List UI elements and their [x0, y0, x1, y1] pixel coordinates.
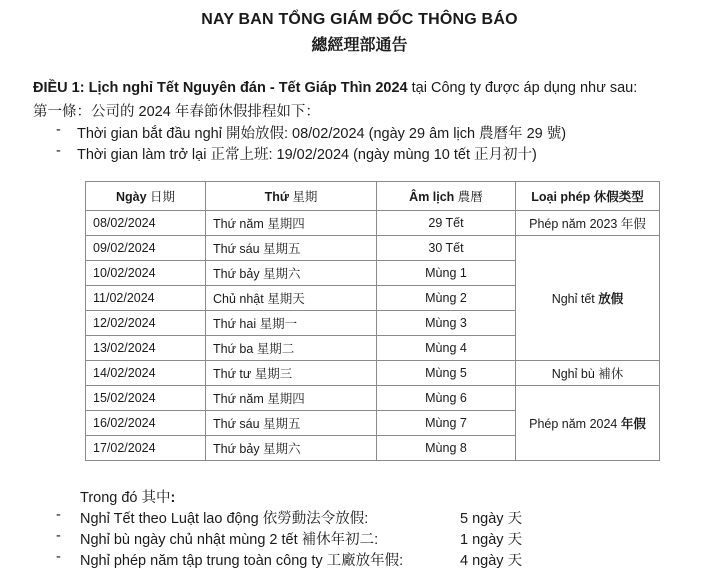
- cell-lunar: 30 Tết: [377, 236, 516, 261]
- cell-lunar: Mùng 8: [377, 436, 516, 461]
- cell-date: 12/02/2024: [86, 311, 206, 336]
- bullet-text: Thời gian bắt đầu nghỉ 開始放假: 08/02/2024 (ngày 29 âm lịch 農曆年 29 號): [77, 126, 567, 142]
- cell-date: 15/02/2024: [86, 386, 206, 411]
- notice-title-vi: NAY BAN TỔNG GIÁM ĐỐC THÔNG BÁO: [201, 11, 518, 28]
- cell-date: 11/02/2024: [86, 286, 206, 311]
- summary-label: Trong đó 其中:: [80, 490, 176, 506]
- cell-lunar: Mùng 7: [377, 411, 516, 436]
- article-heading: [33, 80, 637, 96]
- summary-item-text: Nghỉ Tết theo Luật lao động 依勞動法令放假:: [80, 511, 369, 527]
- cell-lunar: Mùng 2: [377, 286, 516, 311]
- header-leave-type: Loại phép 休假类型: [516, 182, 660, 211]
- summary-dash: -: [56, 528, 61, 544]
- cell-weekday: Thứ năm 星期四: [206, 386, 377, 411]
- header-weekday: Thứ 星期: [206, 182, 377, 211]
- summary-item-text: Nghỉ bù ngày chủ nhật mùng 2 tết 補休年初二:: [80, 532, 379, 548]
- summary-dash: -: [56, 507, 61, 523]
- cell-lunar: Mùng 4: [377, 336, 516, 361]
- cell-date: 14/02/2024: [86, 361, 206, 386]
- cell-date: 13/02/2024: [86, 336, 206, 361]
- table-row: [86, 386, 660, 411]
- header-date: Ngày 日期: [86, 182, 206, 211]
- cell-weekday: Chủ nhật 星期天: [206, 286, 377, 311]
- cell-date: 09/02/2024: [86, 236, 206, 261]
- cell-date: 10/02/2024: [86, 261, 206, 286]
- header-lunar: Âm lịch 農曆: [377, 182, 516, 211]
- summary-item-value: 4 ngày 天: [460, 553, 523, 569]
- article-heading-bold: ĐIỀU 1: Lịch nghỉ Tết Nguyên đán - Tết Giáp Thìn 2024: [33, 80, 408, 96]
- notice-title-zh: 總經理部通告: [311, 37, 408, 54]
- summary-item-text: Nghỉ phép năm tập trung toàn công ty 工廠放年假:: [80, 553, 404, 569]
- cell-weekday: Thứ bảy 星期六: [206, 261, 377, 286]
- bullet-dash: -: [56, 143, 61, 159]
- cell-weekday: Thứ sáu 星期五: [206, 236, 377, 261]
- cell-leave-type: Nghỉ tết 放假: [516, 236, 660, 361]
- cell-weekday: Thứ bảy 星期六: [206, 436, 377, 461]
- cell-weekday: Thứ năm 星期四: [206, 211, 377, 236]
- article-heading-rest: tại Công ty được áp dụng như sau:: [407, 80, 638, 96]
- cell-lunar: Mùng 1: [377, 261, 516, 286]
- cell-weekday: Thứ ba 星期二: [206, 336, 377, 361]
- cell-date: 08/02/2024: [86, 211, 206, 236]
- table-row: [86, 236, 660, 261]
- article-heading-zh: 第一條：公司的 2024 年春節休假排程如下：: [33, 104, 320, 120]
- cell-lunar: Mùng 3: [377, 311, 516, 336]
- cell-lunar: 29 Tết: [377, 211, 516, 236]
- cell-weekday: Thứ tư 星期三: [206, 361, 377, 386]
- cell-date: 16/02/2024: [86, 411, 206, 436]
- summary-item-value: 5 ngày 天: [460, 511, 523, 527]
- cell-date: 17/02/2024: [86, 436, 206, 461]
- holiday-schedule-table: [85, 181, 660, 461]
- summary-item-value: 1 ngày 天: [460, 532, 523, 548]
- table-header-row: [86, 182, 660, 211]
- cell-weekday: Thứ hai 星期一: [206, 311, 377, 336]
- table-row: [86, 211, 660, 236]
- cell-weekday: Thứ sáu 星期五: [206, 411, 377, 436]
- summary-dash: -: [56, 549, 61, 565]
- cell-lunar: Mùng 5: [377, 361, 516, 386]
- cell-lunar: Mùng 6: [377, 386, 516, 411]
- bullet-dash: -: [56, 122, 61, 138]
- cell-leave-type: Phép năm 2023 年假: [516, 211, 660, 236]
- cell-leave-type: Phép năm 2024 年假: [516, 386, 660, 461]
- bullet-text: Thời gian làm trở lại 正常上班: 19/02/2024 (ngày mùng 10 tết 正月初十): [77, 147, 537, 163]
- cell-leave-type: Nghỉ bù 補休: [516, 361, 660, 386]
- table-row: [86, 361, 660, 386]
